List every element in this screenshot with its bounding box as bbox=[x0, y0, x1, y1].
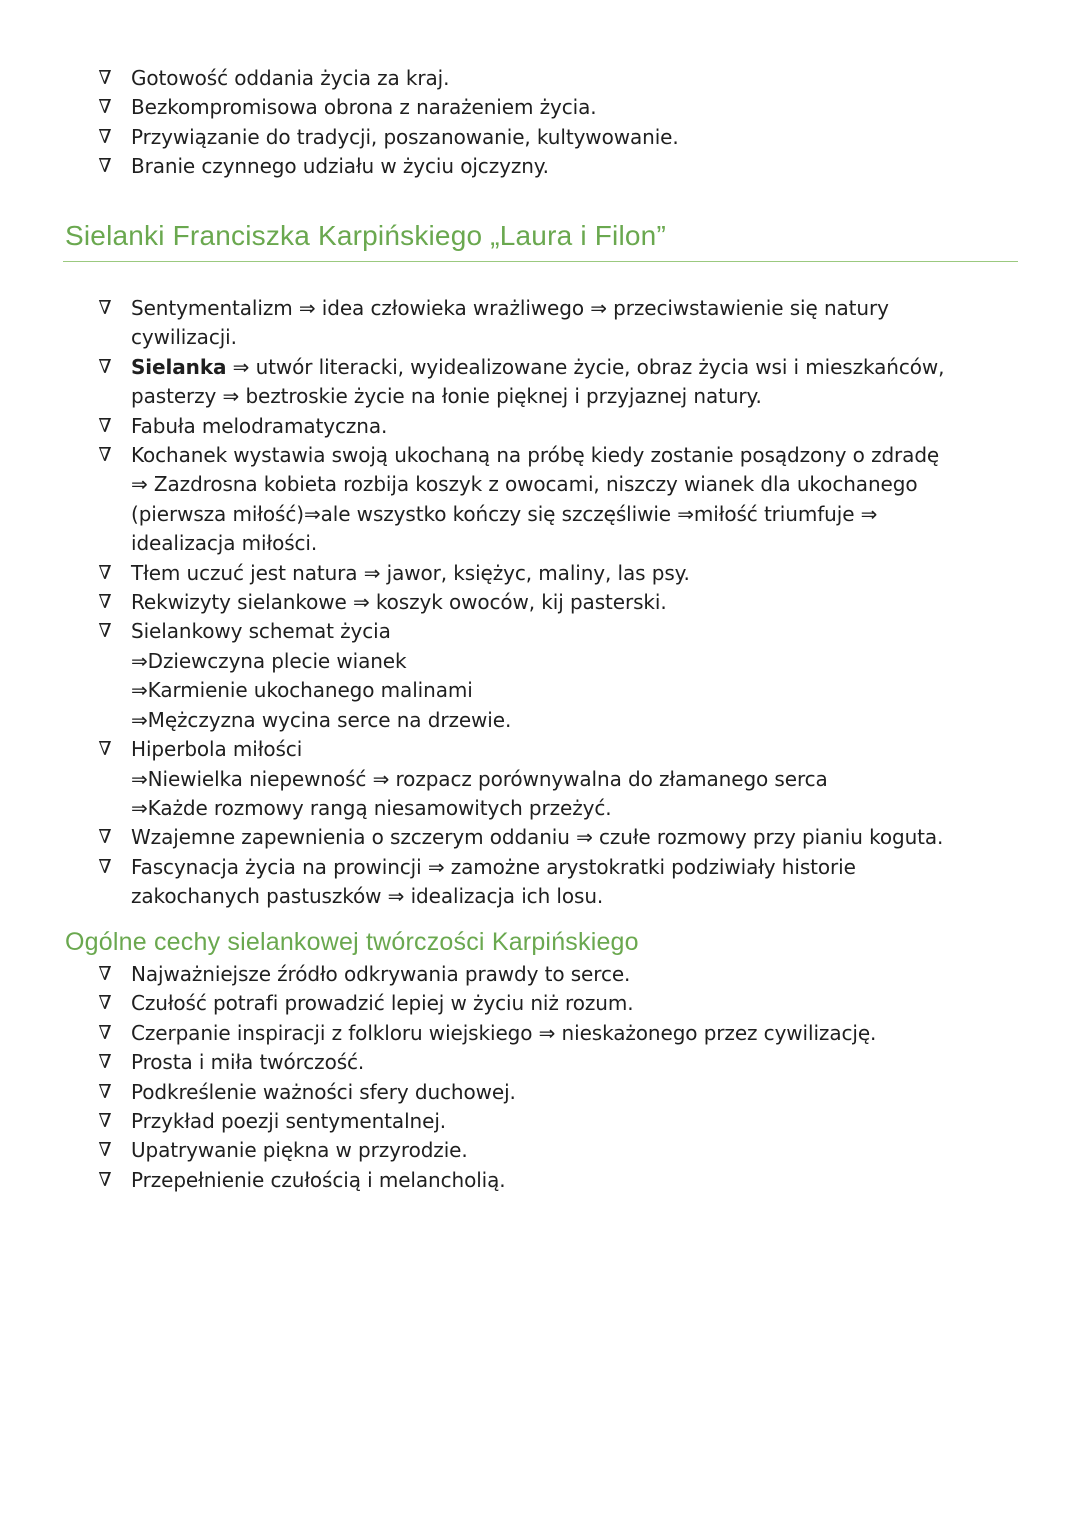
triangle-bullet-icon: ∇ bbox=[98, 67, 112, 89]
list-item: ∇ Podkreślenie ważności sfery duchowej. bbox=[95, 1078, 1025, 1107]
triangle-bullet-icon: ∇ bbox=[98, 414, 112, 437]
list-item: ∇ Sielanka ⇒ utwór literacki, wyidealizowane życie, obraz życia wsi i mieszkańców, pasterzy ⇒ beztroskie życie na łonie pięknej i przyjaznej natury. bbox=[95, 353, 1025, 412]
section-heading-cechy: Ogólne cechy sielankowej twórczości Karpińskiego bbox=[65, 928, 639, 956]
list-item: ∇ Czułość potrafi prowadzić lepiej w życiu niż rozum. bbox=[95, 989, 1025, 1018]
heading-divider bbox=[63, 261, 1018, 262]
list-top bbox=[95, 64, 1025, 182]
list-item: ∇ Kochanek wystawia swoją ukochaną na próbę kiedy zostanie posądzony o zdradę ⇒ Zazdrosna kobieta rozbija koszyk z owocami, niszczy wianek dla ukochanego (pierwsza miłość)⇒ale wszystko kończy się szczęśliwie ⇒miłość triumfuje ⇒ idealizacja miłości. bbox=[95, 441, 1025, 559]
triangle-bullet-icon: ∇ bbox=[98, 591, 112, 614]
triangle-bullet-icon: ∇ bbox=[98, 620, 112, 643]
list-item: ∇ Przykład poezji sentymentalnej. bbox=[95, 1107, 1025, 1136]
triangle-bullet-icon: ∇ bbox=[98, 1139, 112, 1162]
triangle-bullet-icon: ∇ bbox=[98, 1051, 112, 1074]
list-item: ∇ Branie czynnego udziału w życiu ojczyzny. bbox=[95, 152, 1025, 181]
triangle-bullet-icon: ∇ bbox=[98, 444, 112, 467]
list-item: ∇ Fabuła melodramatyczna. bbox=[95, 412, 1025, 441]
list-item: ∇ Czerpanie inspiracji z folkloru wiejskiego ⇒ nieskażonego przez cywilizację. bbox=[95, 1019, 1025, 1048]
list-item: ∇ Tłem uczuć jest natura ⇒ jawor, księżyc, maliny, las psy. bbox=[95, 559, 1025, 588]
list-item: ∇ Przepełnienie czułością i melancholią. bbox=[95, 1166, 1025, 1195]
triangle-bullet-icon: ∇ bbox=[98, 125, 112, 148]
list-item: ∇ Fascynacja życia na prowincji ⇒ zamożne arystokratki podziwiały historie zakochanych pastuszków ⇒ idealizacja ich losu. bbox=[95, 853, 1025, 912]
list-item: ∇ Upatrywanie piękna w przyrodzie. bbox=[95, 1136, 1025, 1165]
triangle-bullet-icon: ∇ bbox=[98, 826, 112, 849]
triangle-bullet-icon: ∇ bbox=[98, 96, 112, 119]
keyword-sielanka: Sielanka bbox=[131, 354, 227, 379]
triangle-bullet-icon: ∇ bbox=[98, 1080, 112, 1103]
list-item: ∇ Bezkompromisowa obrona z narażeniem życia. bbox=[95, 93, 1025, 122]
list-item: ∇ Najważniejsze źródło odkrywania prawdy to serce. bbox=[95, 960, 1025, 989]
triangle-bullet-icon: ∇ bbox=[98, 297, 112, 319]
triangle-bullet-icon: ∇ bbox=[98, 1110, 112, 1133]
list-item: ∇ Przywiązanie do tradycji, poszanowanie, kultywowanie. bbox=[95, 123, 1025, 152]
triangle-bullet-icon: ∇ bbox=[98, 738, 112, 761]
triangle-bullet-icon: ∇ bbox=[98, 992, 112, 1015]
triangle-bullet-icon: ∇ bbox=[98, 1021, 112, 1044]
triangle-bullet-icon: ∇ bbox=[98, 561, 112, 584]
list-item: ∇ Prosta i miła twórczość. bbox=[95, 1048, 1025, 1077]
list-item: ∇ Wzajemne zapewnienia o szczerym oddaniu ⇒ czułe rozmowy przy pianiu koguta. bbox=[95, 823, 1025, 852]
list-cechy bbox=[95, 960, 1025, 1195]
list-item: ∇ Hiperbola miłości ⇒Niewielka niepewność ⇒ rozpacz porównywalna do złamanego serca ⇒Każde rozmowy rangą niesamowitych przeżyć. bbox=[95, 735, 1025, 823]
list-sielanki bbox=[95, 294, 1025, 912]
triangle-bullet-icon: ∇ bbox=[98, 855, 112, 878]
list-item: ∇ Gotowość oddania życia za kraj. bbox=[95, 64, 1025, 93]
list-item: ∇ Rekwizyty sielankowe ⇒ koszyk owoców, kij pasterski. bbox=[95, 588, 1025, 617]
triangle-bullet-icon: ∇ bbox=[98, 1168, 112, 1191]
list-item: ∇ Sentymentalizm ⇒ idea człowieka wrażliwego ⇒ przeciwstawienie się natury cywilizacji. bbox=[95, 294, 1025, 353]
triangle-bullet-icon: ∇ bbox=[98, 963, 112, 985]
triangle-bullet-icon: ∇ bbox=[98, 355, 112, 378]
list-item: ∇ Sielankowy schemat życia ⇒Dziewczyna plecie wianek ⇒Karmienie ukochanego malinami ⇒Mężczyzna wycina serce na drzewie. bbox=[95, 617, 1025, 735]
section-heading-sielanki: Sielanki Franciszka Karpińskiego „Laura i Filon” bbox=[65, 220, 666, 251]
triangle-bullet-icon: ∇ bbox=[98, 155, 112, 178]
